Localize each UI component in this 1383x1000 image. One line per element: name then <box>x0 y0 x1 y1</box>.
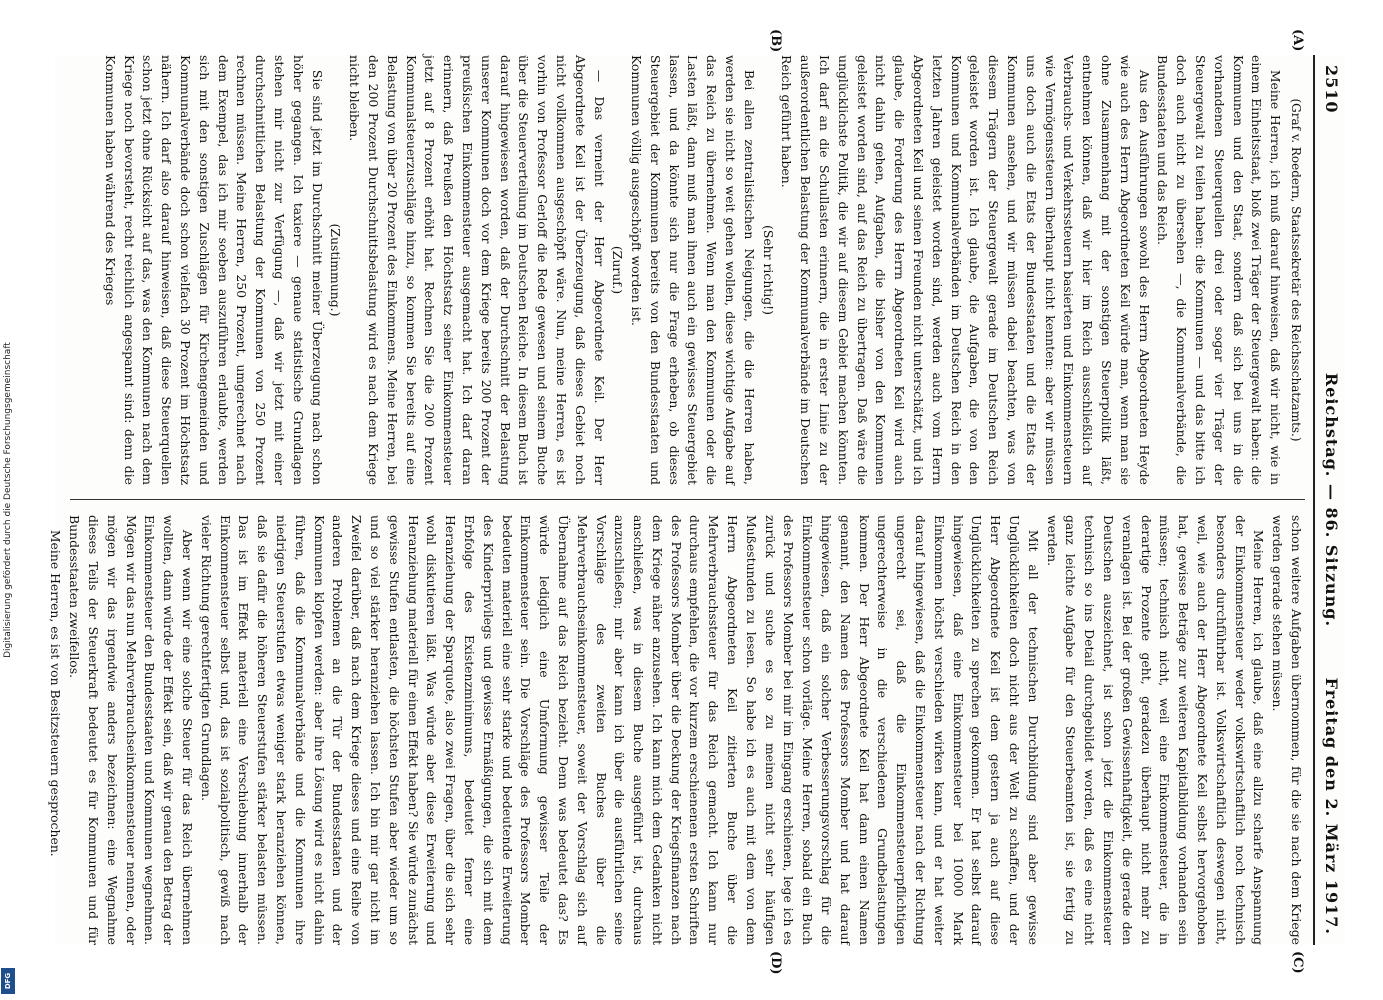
paragraph: — Das verneint der Herr Abgeordnete Keil. Der Herr Abgeordnete Keil ist der Überzeugung, daß dieses Gebiet noch nicht vollkommen ausgeschöpft wäre. Nun, meine Herren, es ist vorhin von Professor Gerloff die Rede gewesen und seinem Buche über die Steuerverteilung im Deutschen Reiche. In diesem Buch ist darauf hingewiesen worden, daß der Durchschnitt der Belastung unserer Kommunen doch vor dem Kriege bereits 200 Prozent der preußischen Einkommensteuer ausgemacht hat. Ich darf daran erinnern, daß Preußen den Höchstsatz seiner Einkommensteuer jetzt auf 8 Prozent erhöht hat. Rechnen Sie die 200 Prozent Kommunalsteuerzuschläge hinzu, so kommen Sie bereits auf eine Belastung von über 20 Prozent des Einkommens. Meine Herren, bei den 200 Prozent Durchschnittsbelastung wird es nach dem Kriege nicht bleiben. <box>347 55 607 485</box>
paragraph: Sie sind jetzt im Durchschnitt meiner Überzeugung nach schon höher gegangen. Ich taxiere — genaue statistische Grundlagen stehen mir nicht zur Verfügung —, daß wir jetzt mit einer durchschnittlichen Belastung der Kommunen von 250 Prozent rechnen müssen. Meine Herren, 250 Prozent, umgerechnet nach dem Exempel, das ich mir soeben auszuführen erlaubte, werden sich mit den sonstigen Zuschlägen für Kirchengemeinden und Kommunalverbände doch schon vielfach 30 Prozent im Höchstsatz nähern. Ich darf also darauf hinweisen, daß diese Steuerquellen schon jetzt ohne Rücksicht auf das, was den Kommunen nach dem Kriege noch bevorsteht, recht reichlich angespannt sind: denn die Kommunen haben während des Krieges <box>102 55 325 485</box>
page-header <box>1315 55 1345 945</box>
left-column <box>70 55 1305 485</box>
paragraph: Mit all der technischen Durchbildung sind aber gewisse Unglücklichkeiten doch nicht aus der Welt zu schaffen, und der Herr Abgeordnete Keil ist dem gestern ja auch auf diese Unglücklichkeiten zu sprechen gekommen. Er hat selbst darauf hingewiesen, daß eine Einkommensteuer bei 10000 Mark Einkommen höchst verschieden wirken kann, und er hat weiter darauf hingewiesen, daß die Einkommensteuer nach der Richtung ungerecht sei, daß die Einkommensteuerpflichtigen ungerechterweise in die verschiedenen Grundbelastungen kommen. Der Herr Abgeordnete Keil hat dann einen Namen genannt, den Namen des Professors Momber und hat darauf hingewiesen, daß ein solcher Verbesserungsvorschlag für die Einkommensteuer schon vorläge. Meine Herren, sobald ein Buch des Professors Momber bei mir im Eingang erschienen, lege ich es zurück und suche es so zu meinen nicht sehr häufigen Mußestunden zu lesen. So habe ich es auch mit dem von dem Herrn Abgeordneten Keil zitierten Buche über die Mehrverbrauchssteuer für das Reich gemacht. Ich kann nur durchaus empfehlen, die vor kurzem erschienenen ersten Schriften des Professors Momber über die Deckung der Kriegsfinanzen nach dem Kriege näher anzusehen. Ich kann mich dem Gedanken nicht anschließen, was in diesem Buche ausgeführt ist, durchaus anzuschließen; mir aber kann ich über die ausführlichen seine Vorschläge des zweiten Buches über die Mehrverbrauchseinkommensteuer, soweit der Vorschlag sich auf Übernahme auf das Reich bezieht. Denn was bedeutet das? Es würde lediglich eine Umformung gewisser Teile der Einkommensteuer sein. Die Vorschläge des Professors Momber bedeuten materiell eine sehr starke und bedeutende Erweiterung des Kinderprivilegs und gewisse Ermäßigungen, die sich mit dem Erbfolge des Existenzminimums, bedeutet ferner eine Heranziehung der Sparquote, also zwei Fragen, über die sich sehr wohl diskutieren läßt. Was würde aber diese Erweiterung und Heranziehung materiell für einen Effekt haben? Sie würde zunächst gewisse Stufen entlasten, die höchsten Stufen aber wieder um so und so viel stärker heranziehen lassen. Ich bin mir gar nicht im Zweifel darüber, daß nach dem Kriege dieses und eine Reihe von anderen Problemen an die Tür der Bundesstaaten und der Kommunen klopfen werden: aber ihre Lösung wird es nicht dahin führen, daß die Kommunalverbände und die Kommunen ihre niedrigen Steuerstufen etwas weniger stark heranziehen können, daß sie dafür die höheren Steuerstufen stärker belasten müssen. Das ist im Effekt materiell eine Verschiebung innerhalb der Einkommensteuer selbst und, das ist sozialpolitisch, gewiß nach vieler Richtung gerechtfertigten Grundlagen. <box>198 515 1041 945</box>
paragraph: Meine Herren, es ist von Besitzsteuern gesprochen. <box>48 529 64 857</box>
column-divider <box>70 499 1305 500</box>
interjection-note: (Zuruf.) <box>610 245 626 295</box>
digitization-credit-text: Digitalisierung gefördert durch die Deutsche Forschungsgemeinschaft <box>3 342 13 658</box>
dfg-logo-text: DFG <box>4 972 12 990</box>
interjection-note: (Sehr richtig!) <box>760 225 776 315</box>
margin-mark-c: (C) <box>1290 951 1305 974</box>
speaker-line: (Graf v. Roedern, Staatssekretär des Reichsschatzamts.) <box>1289 98 1303 442</box>
newspaper-page <box>48 29 1345 975</box>
paragraph: Meine Herren, ich glaube, daß eine allzu scharfe Anspannung der Einkommensteuer weder volkswirtschaftlich noch technisch besonders durchführbar ist. Volkswirtschaftlich deswegen nicht, weil, wie auch der Herr Abgeordnete Keil selbst hervorgehoben hat, gewisse Beträge zur weiteren Kapitalbildung vorhanden sein müssen; technisch nicht, weil eine Einkommensteuer, die in derartige Prozente geht, geradezu überhaupt nicht mehr zu veranlagen ist. Bei der großen Gewissenhaftigkeit, die gerade den Deutschen auszeichnet, ist schon jetzt die Einkommensteuer technisch so ins Detail durchgebildet worden, daß es eine nicht ganz leichte Aufgabe für den Steuerbeamten ist, sie fertig zu werden. <box>1044 515 1267 945</box>
session-date: Freitag den 2. März 1917. <box>1322 677 1341 935</box>
margin-mark-a: (A) <box>1290 29 1305 52</box>
page-number: 2510 <box>1322 65 1341 114</box>
right-column <box>48 515 1305 945</box>
header-rule <box>1313 55 1315 945</box>
paragraph: Aus den Ausführungen sowohl des Herrn Abgeordneten Heyde wie auch des Herrn Abgeordneten Keil würde man, wenn man sie ohne Zusammenhang mit der sonstigen Steuerpolitik läßt, entnehmen können, daß wir hier im Reich ausschließlich auf Verbrauchs- und Verkehrssteuern basierten und Einkommensteuern wie Vermögenssteuern überhaupt nicht kennten: aber wir müssen uns doch auch die Etats der Bundesstaaten und die Etats der Kommunen ansehen, und wir müssen dabei beachten, was von diesem Trägern der Steuergewalt gerade im Deutschen Reich geleistet worden ist. Ich glaube, die Aufgaben, die von den Kommunen und Kommunalverbänden im Deutschen Reich in den letzten Jahren geleistet worden sind, werden auch vom Herrn Abgeordneten Keil und seinen Freunden nicht unterschätzt, und ich glaube, die Forderung des Herrn Abgeordneten Keil wird auch nicht dahin gehen, Aufgaben, die bisher von den Kommunen geleistet worden sind, auf das Reich zu übertragen. Daß wäre die unglücklichste Politik, die wir auf diesem Gebiet machen könnten. Ich darf an die Schullasten erinnern, die in erster Linie zu der außerordentlichen Belastung der Kommunalverbände im Deutschen Reich geführt haben. <box>779 55 1152 485</box>
paragraph: schon weitere Aufgaben übernommen, für die sie nach dem Kriege werden gerade stehen müssen. <box>1270 515 1304 945</box>
margin-mark-b: (B) <box>768 29 783 53</box>
paragraph: Aber wenn wir eine solche Steuer für das Reich übernehmen wollten, dann würde der Effekt sein, daß wir genau den Betrag der Einkommensteuer den Bundesstaaten und Kommunen wegnehmen. Mögen wir das nun Mehrverbrauchseinkommensteuer nennen, oder mögen wir das irgendwie anders bezeichnen: eine Wegnahme dieses Teils der Steuerkraft bedeutet es für Kommunen und für Bundesstaaten zweifellos. <box>67 515 195 945</box>
running-title: Reichstag. — 86. Sitzung. <box>1322 372 1341 628</box>
interjection-note: (Zustimmung.) <box>328 223 344 317</box>
paragraph: Bei allen zentralistischen Neigungen, die die Herren haben, werden sie nicht so weit gehen wollen, diese wichtige Aufgabe auf das Reich zu übernehmen. Wenn man den Kommunen oder die Lasten läßt, dann muß man ihnen auch ein gewisses Steuergebiet lassen, und da könnte sich nur die Frage erheben, ob dieses Steuergebiet der Kommunen bereits von den Bundesstaaten und Kommunen völlig ausgeschöpft worden ist. <box>629 55 757 485</box>
paragraph: Meine Herren, ich muß darauf hinweisen, daß wir nicht, wie in einem Einheitsstaat, bloß zwei Träger der Steuergewalt haben: die Kommunen und den Staat, sondern daß sich bei uns in die vorhandenen Steuerquellen drei oder sogar vier Träger der Steuergewalt zu teilen haben: die Kommunen — und das bitte ich doch auch nicht zu übersehen —, die Kommunalverbände, die Bundesstaaten und das Reich. <box>1155 55 1284 485</box>
margin-mark-d: (D) <box>768 951 783 975</box>
